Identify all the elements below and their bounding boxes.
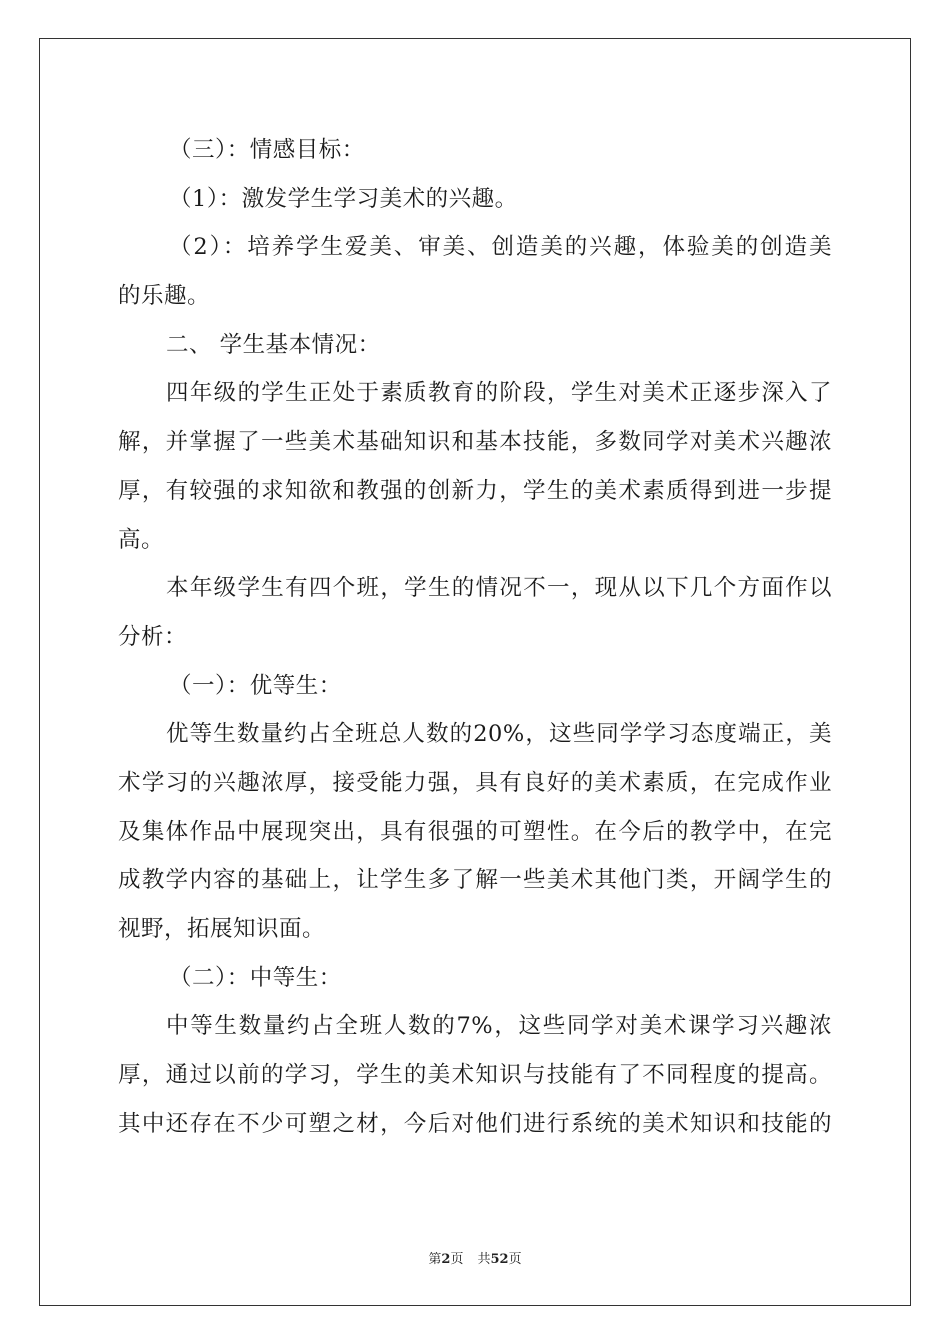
body-line: 解，并掌握了一些美术基础知识和基本技能，多数同学对美术兴趣浓 (118, 429, 832, 456)
body-line: （1）：激发学生学习美术的兴趣。 (169, 185, 518, 212)
body-line: 厚，通过以前的学习，学生的美术知识与技能有了不同程度的提高。 (118, 1062, 832, 1089)
body-line: 厚，有较强的求知欲和教强的创新力，学生的美术素质得到进一步提 (118, 477, 832, 504)
body-line: 成教学内容的基础上，让学生多了解一些美术其他门类，开阔学生的 (118, 867, 832, 894)
document-body (118, 126, 832, 1148)
body-line: （2）：培养学生爱美、审美、创造美的兴趣，体验美的创造美 (169, 234, 832, 261)
footer-total-pages: 52 (490, 1252, 509, 1267)
body-line: 术学习的兴趣浓厚，接受能力强，具有良好的美术素质，在完成作业 (118, 769, 832, 796)
body-line: 本年级学生有四个班，学生的情况不一，现从以下几个方面作以 (166, 575, 832, 602)
body-line: 其中还存在不少可塑之材，今后对他们进行系统的美术知识和技能的 (118, 1110, 832, 1137)
subsection-heading: （一）：优等生： (169, 672, 342, 699)
body-line: 及集体作品中展现突出，具有很强的可塑性。在今后的教学中，在完 (118, 818, 832, 845)
subsection-heading: （二）：中等生： (169, 964, 342, 991)
footer-page-prefix: 第 (428, 1252, 442, 1267)
footer-total-suffix: 页 (508, 1252, 522, 1267)
footer-page-suffix: 页 (450, 1252, 464, 1267)
body-line: 高。 (118, 526, 165, 553)
page-footer (0, 1248, 950, 1267)
body-line: （三）：情感目标： (169, 137, 365, 163)
body-line: 四年级的学生正处于素质教育的阶段，学生对美术正逐步深入了 (166, 380, 832, 407)
body-line: 分析： (118, 623, 188, 650)
section-heading: 二、 学生基本情况： (166, 331, 381, 358)
footer-page-number: 2 (441, 1252, 451, 1267)
body-line: 的乐趣。 (118, 283, 211, 310)
body-line: 优等生数量约占全班总人数的20%，这些同学学习态度端正，美 (166, 721, 832, 748)
footer-total-prefix: 共 (477, 1252, 491, 1267)
body-line: 中等生数量约占全班人数的7%，这些同学对美术课学习兴趣浓 (166, 1013, 832, 1040)
body-line: 视野，拓展知识面。 (118, 916, 326, 942)
